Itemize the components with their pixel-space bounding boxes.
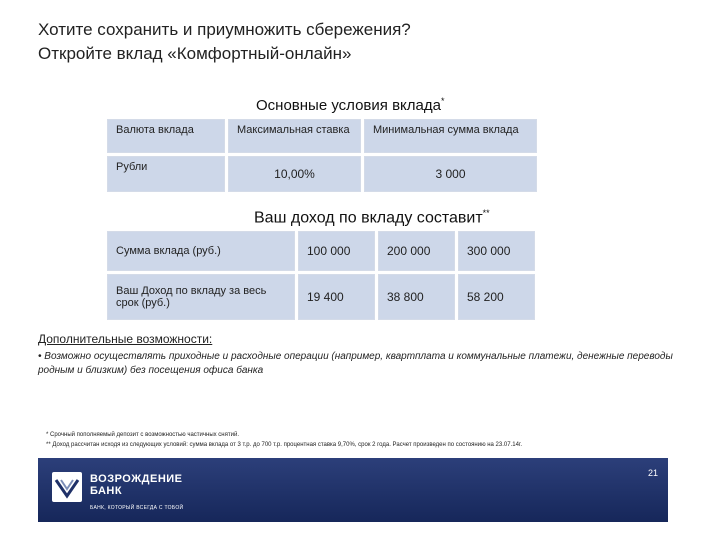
table-row [107, 156, 537, 192]
income-table [104, 228, 538, 323]
footnote-2: ** Доход рассчитан исходя из следующих условий: сумма вклада от 3 т.р. до 700 т.р. процентная ставка 9,70%, срок 2 года. Расчет произведен по состоянию на 23.07.14г. [46, 442, 523, 448]
bank-name-line-1: ВОЗРОЖДЕНИЕ [90, 473, 183, 485]
conditions-heading-text: Основные условия вклада [256, 97, 441, 114]
income-2: 38 800 [378, 274, 455, 320]
page-number: 21 [647, 468, 658, 478]
deposit-amount-2: 200 000 [378, 231, 455, 271]
extra-options-text: • Возможно осуществлять приходные и расходные операции (например, квартплата и коммунальные платежи, денежные переводы родным и близким) без посещения офиса банка [38, 351, 673, 376]
value-min-amount: 3 000 [364, 156, 537, 192]
conditions-table [104, 116, 540, 195]
table-row [107, 231, 535, 271]
title-line-1: Хотите сохранить и приумножить сбережения? [38, 20, 411, 39]
bank-logo-icon [52, 472, 82, 502]
extra-options-title: Дополнительные возможности: [38, 332, 213, 346]
table-row [107, 274, 535, 320]
header-max-rate: Максимальная ставка [228, 119, 361, 153]
deposit-amount-label: Сумма вклада (руб.) [107, 231, 295, 271]
value-currency: Рубли [107, 156, 225, 192]
income-1: 19 400 [298, 274, 375, 320]
footnote-1: * Срочный пополняемый депозит с возможностью частичных снятий. [46, 432, 239, 438]
table-row [107, 119, 537, 153]
income-heading-mark: ** [482, 208, 490, 218]
header-currency: Валюта вклада [107, 119, 225, 153]
conditions-heading [256, 96, 444, 114]
income-3: 58 200 [458, 274, 535, 320]
bank-name-line-2: БАНК [90, 485, 123, 497]
value-max-rate: 10,00% [228, 156, 361, 192]
income-heading [254, 208, 490, 227]
bank-slogan: БАНК, КОТОРЫЙ ВСЕГДА С ТОБОЙ [90, 505, 184, 511]
bank-name [90, 473, 183, 497]
deposit-amount-1: 100 000 [298, 231, 375, 271]
footer-bar [38, 458, 668, 522]
income-heading-text: Ваш доход по вкладу составит [254, 209, 483, 227]
income-label: Ваш Доход по вкладу за весь срок (руб.) [107, 274, 295, 320]
header-min-amount: Минимальная сумма вклада [364, 119, 537, 153]
conditions-heading-mark: * [440, 96, 445, 106]
page-title [38, 18, 411, 66]
title-line-2: Откройте вклад «Комфортный-онлайн» [38, 44, 352, 63]
deposit-amount-3: 300 000 [458, 231, 535, 271]
